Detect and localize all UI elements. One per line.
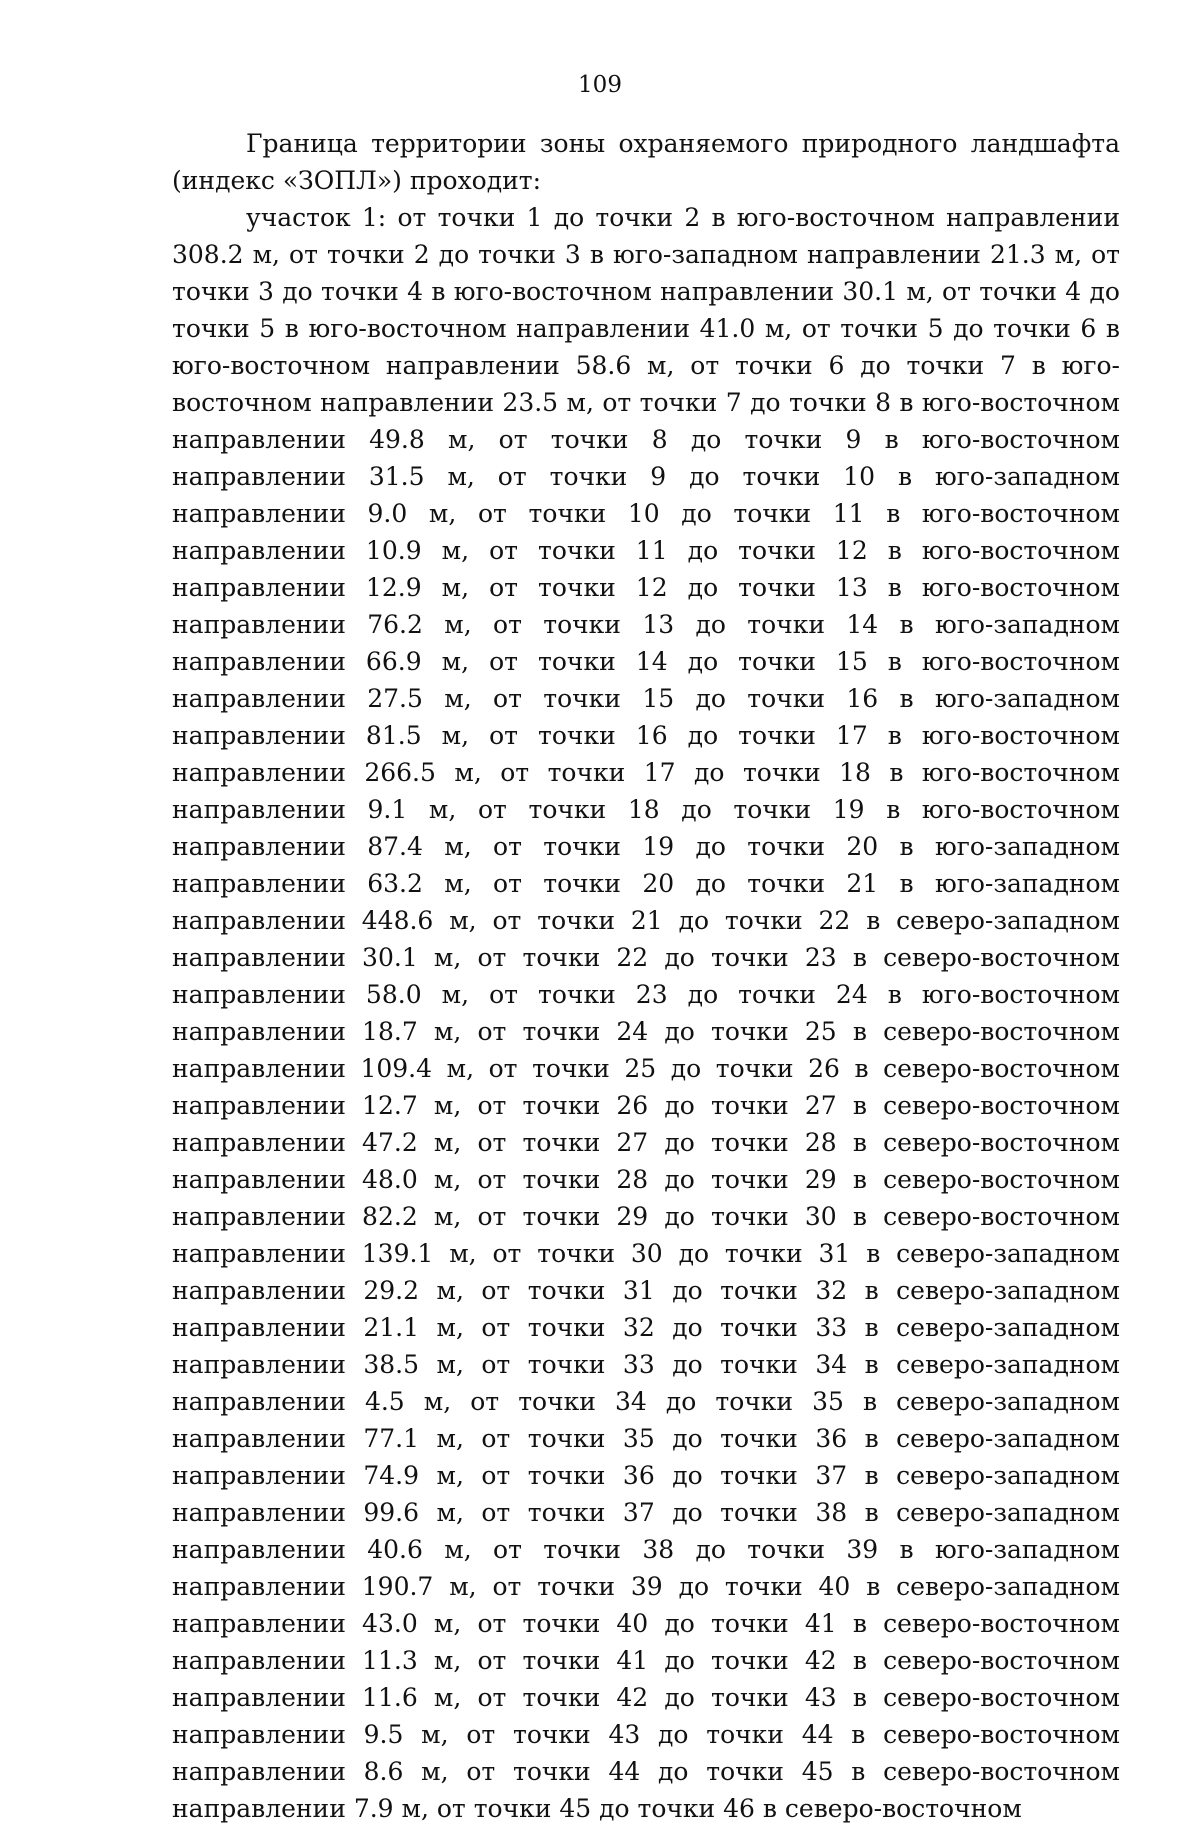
page-number: 109 [578, 72, 622, 98]
document-body [172, 125, 1120, 1827]
section-1-paragraph: участок 1: от точки 1 до точки 2 в юго-восточном направлении 308.2 м, от точки 2 до точки 3 в юго-западном направлении 21.3 м, от точки 3 до точки 4 в юго-восточном направлении 30.1 м, от точки 4 до точки 5 в юго-восточном направлении 41.0 м, от точки 5 до точки 6 в юго-восточном направлении 58.6 м, от точки 6 до точки 7 в юго-восточном направлении 23.5 м, от точки 7 до точки 8 в юго-восточном направлении 49.8 м, от точки 8 до точки 9 в юго-восточном направлении 31.5 м, от точки 9 до точки 10 в юго-западном направлении 9.0 м, от точки 10 до точки 11 в юго-восточном направлении 10.9 м, от точки 11 до точки 12 в юго-восточном направлении 12.9 м, от точки 12 до точки 13 в юго-восточном направлении 76.2 м, от точки 13 до точки 14 в юго-западном направлении 66.9 м, от точки 14 до точки 15 в юго-восточном направлении 27.5 м, от точки 15 до точки 16 в юго-западном направлении 81.5 м, от точки 16 до точки 17 в юго-восточном направлении 266.5 м, от точки 17 до точки 18 в юго-восточном направлении 9.1 м, от точки 18 до точки 19 в юго-восточном направлении 87.4 м, от точки 19 до точки 20 в юго-западном направлении 63.2 м, от точки 20 до точки 21 в юго-западном направлении 448.6 м, от точки 21 до точки 22 в северо-западном направлении 30.1 м, от точки 22 до точки 23 в северо-восточном направлении 58.0 м, от точки 23 до точки 24 в юго-восточном направлении 18.7 м, от точки 24 до точки 25 в северо-восточном направлении 109.4 м, от точки 25 до точки 26 в северо-восточном направлении 12.7 м, от точки 26 до точки 27 в северо-восточном направлении 47.2 м, от точки 27 до точки 28 в северо-восточном направлении 48.0 м, от точки 28 до точки 29 в северо-восточном направлении 82.2 м, от точки 29 до точки 30 в северо-восточном направлении 139.1 м, от точки 30 до точки 31 в северо-западном направлении 29.2 м, от точки 31 до точки 32 в северо-западном направлении 21.1 м, от точки 32 до точки 33 в северо-западном направлении 38.5 м, от точки 33 до точки 34 в северо-западном направлении 4.5 м, от точки 34 до точки 35 в северо-западном направлении 77.1 м, от точки 35 до точки 36 в северо-западном направлении 74.9 м, от точки 36 до точки 37 в северо-западном направлении 99.6 м, от точки 37 до точки 38 в северо-западном направлении 40.6 м, от точки 38 до точки 39 в юго-западном направлении 190.7 м, от точки 39 до точки 40 в северо-западном направлении 43.0 м, от точки 40 до точки 41 в северо-восточном направлении 11.3 м, от точки 41 до точки 42 в северо-восточном направлении 11.6 м, от точки 42 до точки 43 в северо-восточном направлении 9.5 м, от точки 43 до точки 44 в северо-восточном направлении 8.6 м, от точки 44 до точки 45 в северо-восточном направлении 7.9 м, от точки 45 до точки 46 в северо-восточном [172, 203, 1120, 1823]
intro-paragraph: Граница территории зоны охраняемого природного ландшафта (индекс «ЗОПЛ») проходит: [172, 129, 1120, 195]
